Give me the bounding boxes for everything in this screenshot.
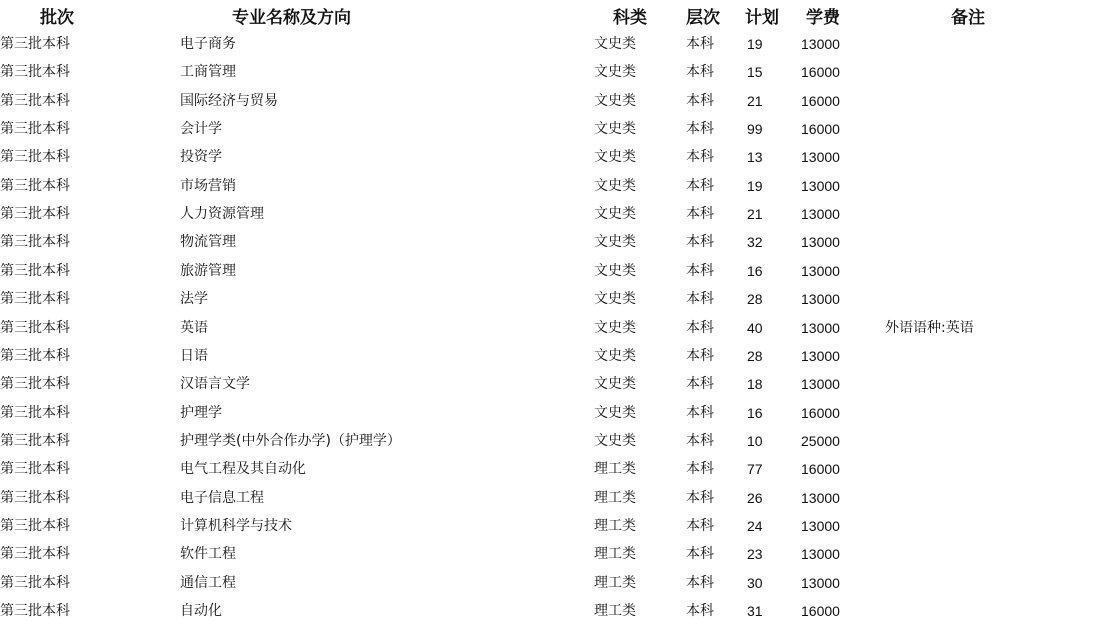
cell-level: 本科: [686, 64, 714, 81]
cell-batch: 第三批本科: [0, 404, 70, 421]
cell-batch: 第三批本科: [0, 291, 70, 308]
cell-plan: 19: [747, 177, 763, 194]
cell-batch: 第三批本科: [0, 432, 70, 449]
header-major: 专业名称及方向: [232, 8, 351, 28]
cell-plan: 23: [747, 546, 763, 563]
cell-batch: 第三批本科: [0, 149, 70, 166]
cell-category: 文史类: [594, 262, 636, 279]
cell-plan: 21: [747, 206, 763, 223]
header-level: 层次: [686, 8, 720, 28]
cell-plan: 16: [747, 262, 763, 279]
header-fee: 学费: [806, 8, 840, 28]
cell-plan: 19: [747, 36, 763, 52]
header-plan: 计划: [745, 8, 779, 28]
cell-level: 本科: [686, 121, 714, 138]
cell-level: 本科: [686, 234, 714, 251]
table-row: [0, 58, 1100, 86]
cell-fee: 16000: [801, 603, 840, 619]
cell-fee: 16000: [801, 64, 840, 81]
cell-level: 本科: [686, 489, 714, 506]
cell-major: 人力资源管理: [180, 206, 264, 223]
cell-level: 本科: [686, 376, 714, 393]
cell-fee: 25000: [801, 432, 840, 449]
table-row: [0, 115, 1100, 143]
cell-fee: 13000: [801, 517, 840, 534]
table-row: [0, 512, 1100, 540]
table-row: [0, 455, 1100, 483]
cell-major: 护理学: [180, 404, 222, 421]
cell-level: 本科: [686, 546, 714, 563]
cell-batch: 第三批本科: [0, 121, 70, 138]
cell-category: 文史类: [594, 319, 636, 336]
cell-batch: 第三批本科: [0, 461, 70, 478]
cell-major: 法学: [180, 291, 208, 308]
cell-plan: 28: [747, 347, 763, 364]
cell-plan: 24: [747, 517, 763, 534]
header-note: 备注: [951, 8, 985, 28]
cell-category: 文史类: [594, 177, 636, 194]
table-row: [0, 370, 1100, 398]
cell-batch: 第三批本科: [0, 206, 70, 223]
cell-plan: 32: [747, 234, 763, 251]
cell-level: 本科: [686, 92, 714, 109]
cell-level: 本科: [686, 291, 714, 308]
cell-batch: 第三批本科: [0, 177, 70, 194]
cell-fee: 13000: [801, 149, 840, 166]
cell-note: [885, 484, 1065, 512]
cell-fee: 13000: [801, 489, 840, 506]
cell-major: 工商管理: [180, 64, 236, 81]
cell-major: 市场营销: [180, 177, 236, 194]
cell-note: [885, 30, 1065, 58]
cell-fee: 16000: [801, 121, 840, 138]
cell-batch: 第三批本科: [0, 36, 70, 52]
cell-note: [885, 342, 1065, 370]
cell-category: 文史类: [594, 432, 636, 449]
cell-note: [885, 540, 1065, 568]
cell-major: 电子商务: [180, 36, 236, 52]
cell-category: 文史类: [594, 404, 636, 421]
cell-plan: 26: [747, 489, 763, 506]
cell-level: 本科: [686, 574, 714, 591]
cell-level: 本科: [686, 177, 714, 194]
cell-batch: 第三批本科: [0, 574, 70, 591]
cell-major: 汉语言文学: [180, 376, 250, 393]
table-row: [0, 30, 1100, 58]
cell-major: 日语: [180, 347, 208, 364]
cell-level: 本科: [686, 149, 714, 166]
cell-major: 护理学类(中外合作办学)（护理学）: [180, 432, 401, 449]
cell-category: 理工类: [594, 603, 636, 619]
table-row: [0, 399, 1100, 427]
cell-level: 本科: [686, 461, 714, 478]
cell-category: 文史类: [594, 64, 636, 81]
cell-batch: 第三批本科: [0, 489, 70, 506]
cell-note: [885, 597, 1065, 625]
cell-category: 文史类: [594, 206, 636, 223]
cell-category: 文史类: [594, 291, 636, 308]
header-category: 科类: [613, 8, 647, 28]
table-row: [0, 143, 1100, 171]
cell-category: 理工类: [594, 574, 636, 591]
cell-category: 理工类: [594, 546, 636, 563]
cell-note: [885, 200, 1065, 228]
cell-plan: 10: [747, 432, 763, 449]
cell-category: 理工类: [594, 461, 636, 478]
cell-plan: 31: [747, 603, 763, 619]
cell-category: 文史类: [594, 376, 636, 393]
cell-batch: 第三批本科: [0, 262, 70, 279]
table-row: [0, 200, 1100, 228]
table-row: [0, 484, 1100, 512]
cell-plan: 21: [747, 92, 763, 109]
table-row: [0, 540, 1100, 568]
cell-batch: 第三批本科: [0, 347, 70, 364]
cell-note: [885, 569, 1065, 597]
cell-fee: 16000: [801, 461, 840, 478]
cell-plan: 13: [747, 149, 763, 166]
cell-note: [885, 172, 1065, 200]
cell-level: 本科: [686, 36, 714, 52]
cell-major: 国际经济与贸易: [180, 92, 278, 109]
cell-note: [885, 455, 1065, 483]
cell-level: 本科: [686, 517, 714, 534]
cell-note: [885, 87, 1065, 115]
cell-category: 文史类: [594, 347, 636, 364]
cell-fee: 16000: [801, 92, 840, 109]
cell-plan: 16: [747, 404, 763, 421]
cell-category: 理工类: [594, 489, 636, 506]
cell-fee: 13000: [801, 291, 840, 308]
cell-batch: 第三批本科: [0, 92, 70, 109]
cell-level: 本科: [686, 206, 714, 223]
cell-batch: 第三批本科: [0, 517, 70, 534]
cell-fee: 13000: [801, 376, 840, 393]
table-row: [0, 314, 1100, 342]
table-row: [0, 257, 1100, 285]
cell-category: 文史类: [594, 121, 636, 138]
cell-note: [885, 285, 1065, 313]
cell-major: 旅游管理: [180, 262, 236, 279]
cell-note: [885, 115, 1065, 143]
cell-level: 本科: [686, 603, 714, 619]
cell-fee: 13000: [801, 574, 840, 591]
cell-level: 本科: [686, 347, 714, 364]
cell-note: [885, 58, 1065, 86]
header-batch: 批次: [40, 8, 74, 28]
cell-major: 通信工程: [180, 574, 236, 591]
cell-note: [885, 228, 1065, 256]
cell-plan: 28: [747, 291, 763, 308]
cell-plan: 40: [747, 319, 763, 336]
cell-fee: 13000: [801, 319, 840, 336]
table-row: [0, 569, 1100, 597]
cell-note: 外语语种:英语: [885, 319, 974, 336]
cell-fee: 13000: [801, 234, 840, 251]
cell-category: 文史类: [594, 92, 636, 109]
table-row: [0, 342, 1100, 370]
cell-note: [885, 427, 1065, 455]
cell-major: 计算机科学与技术: [180, 517, 292, 534]
cell-note: [885, 370, 1065, 398]
cell-batch: 第三批本科: [0, 546, 70, 563]
cell-category: 文史类: [594, 234, 636, 251]
cell-plan: 18: [747, 376, 763, 393]
table-row: [0, 172, 1100, 200]
cell-fee: 13000: [801, 177, 840, 194]
cell-fee: 13000: [801, 262, 840, 279]
cell-level: 本科: [686, 404, 714, 421]
cell-plan: 99: [747, 121, 763, 138]
cell-category: 文史类: [594, 149, 636, 166]
cell-category: 理工类: [594, 517, 636, 534]
cell-major: 会计学: [180, 121, 222, 138]
cell-plan: 30: [747, 574, 763, 591]
cell-fee: 13000: [801, 36, 840, 52]
cell-batch: 第三批本科: [0, 376, 70, 393]
table-row: [0, 228, 1100, 256]
cell-plan: 77: [747, 461, 763, 478]
cell-batch: 第三批本科: [0, 603, 70, 619]
cell-batch: 第三批本科: [0, 234, 70, 251]
cell-note: [885, 143, 1065, 171]
table-row: [0, 427, 1100, 455]
cell-major: 电子信息工程: [180, 489, 264, 506]
cell-fee: 16000: [801, 404, 840, 421]
table-header: [0, 4, 1100, 32]
cell-note: [885, 257, 1065, 285]
cell-fee: 13000: [801, 206, 840, 223]
table-row: [0, 87, 1100, 115]
cell-fee: 13000: [801, 546, 840, 563]
cell-category: 文史类: [594, 36, 636, 52]
cell-level: 本科: [686, 319, 714, 336]
cell-level: 本科: [686, 262, 714, 279]
cell-note: [885, 512, 1065, 540]
cell-major: 投资学: [180, 149, 222, 166]
cell-major: 电气工程及其自动化: [180, 461, 306, 478]
cell-major: 物流管理: [180, 234, 236, 251]
cell-batch: 第三批本科: [0, 319, 70, 336]
table-row: [0, 597, 1100, 625]
cell-major: 软件工程: [180, 546, 236, 563]
cell-major: 自动化: [180, 603, 222, 619]
cell-plan: 15: [747, 64, 763, 81]
table-row: [0, 285, 1100, 313]
cell-fee: 13000: [801, 347, 840, 364]
cell-note: [885, 399, 1065, 427]
cell-major: 英语: [180, 319, 208, 336]
cell-level: 本科: [686, 432, 714, 449]
cell-batch: 第三批本科: [0, 64, 70, 81]
